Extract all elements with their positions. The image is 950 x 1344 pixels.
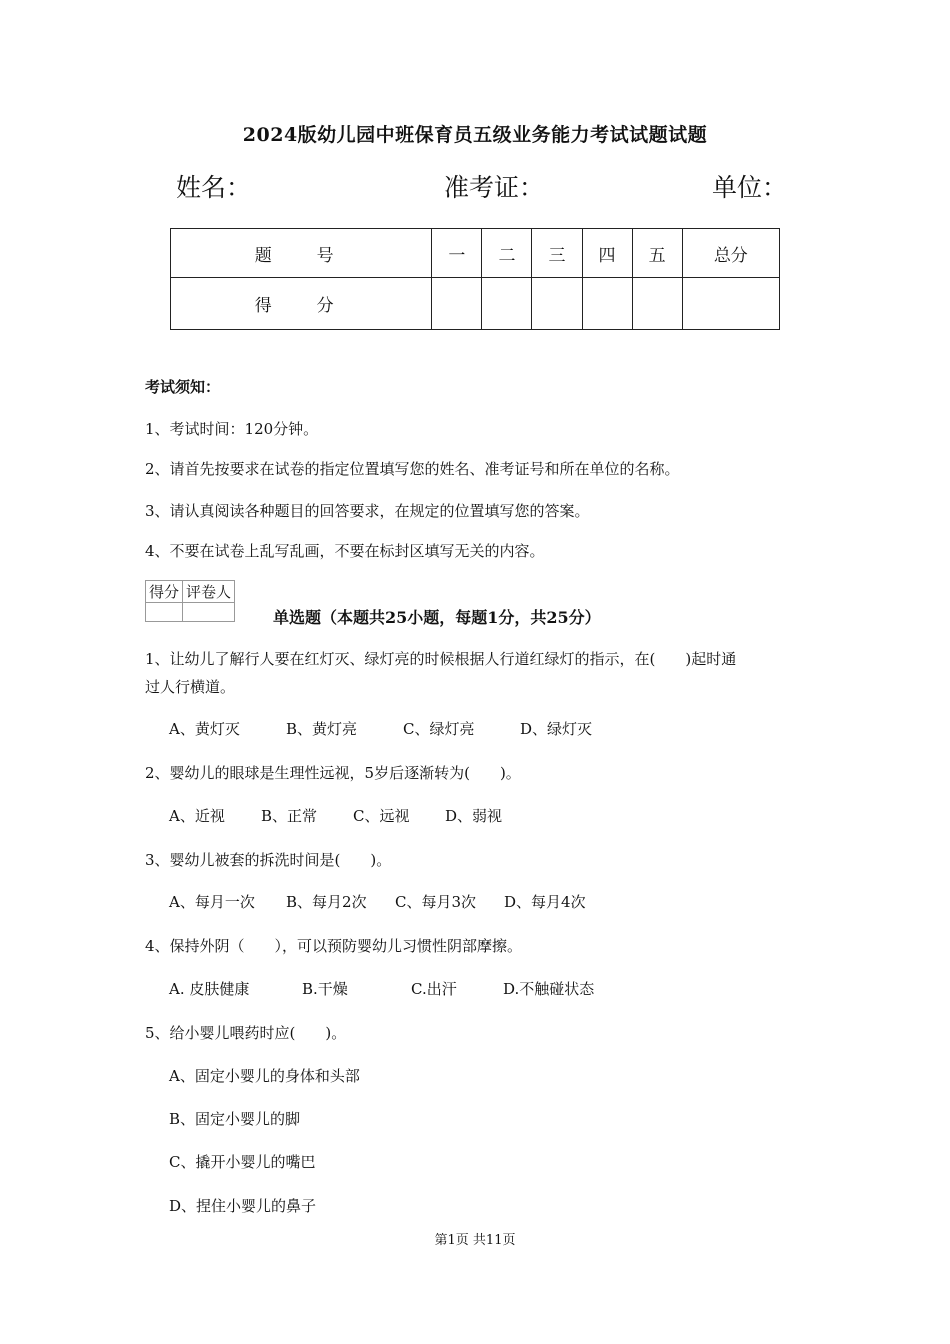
score-table-score-row: [171, 278, 780, 330]
option[interactable]: A、黄灯灭: [169, 720, 240, 738]
grader-score-cell[interactable]: [146, 603, 183, 622]
option[interactable]: C、远视: [353, 807, 410, 825]
score-row-label: 得 分: [171, 278, 432, 330]
score-table-header-cell: 题 号: [171, 229, 432, 278]
question-text: 2、婴幼儿的眼球是生理性远视，5岁后逐渐转为( )。: [145, 764, 521, 782]
score-cell[interactable]: [632, 278, 682, 330]
grader-box: [145, 580, 235, 622]
score-cell[interactable]: [532, 278, 582, 330]
option[interactable]: D、捏住小婴儿的鼻子: [169, 1197, 317, 1215]
grader-reviewer-cell[interactable]: [183, 603, 235, 622]
option[interactable]: A、近视: [169, 807, 225, 825]
option[interactable]: D、弱视: [445, 807, 503, 825]
option[interactable]: D、每月4次: [504, 893, 586, 911]
notice-title: 考试须知：: [145, 378, 221, 396]
score-cell[interactable]: [582, 278, 632, 330]
exam-number-label: 准考证：: [444, 173, 545, 202]
option[interactable]: B、正常: [261, 807, 318, 825]
score-table-header-cell: 三: [532, 229, 582, 278]
option[interactable]: D.不触碰状态: [503, 980, 595, 998]
question-text: 5、给小婴儿喂药时应( )。: [145, 1024, 347, 1042]
option[interactable]: A、每月一次: [169, 893, 255, 911]
option[interactable]: B、每月2次: [286, 893, 367, 911]
option[interactable]: C、绿灯亮: [403, 720, 475, 738]
score-cell[interactable]: [482, 278, 532, 330]
question-text: 1、让幼儿了解行人要在红灯灭、绿灯亮的时候根据人行道红绿灯的指示，在( )起时通: [145, 650, 737, 668]
score-table-header-row: [171, 229, 780, 278]
candidate-info-row: [176, 168, 786, 208]
score-table-header-cell: 总分: [682, 229, 779, 278]
section-title: 单选题（本题共25小题，每题1分，共25分）: [273, 608, 601, 627]
notice-item: 3、请认真阅读各种题目的回答要求，在规定的位置填写您的答案。: [145, 502, 590, 520]
question-text-continued: 过人行横道。: [145, 678, 236, 696]
grader-score-label: 得分: [146, 581, 183, 603]
option[interactable]: C、撬开小婴儿的嘴巴: [169, 1153, 316, 1171]
score-table-header-cell: 四: [582, 229, 632, 278]
question-text: 4、保持外阴（ ），可以预防婴幼儿习惯性阴部摩擦。: [145, 937, 523, 955]
score-cell[interactable]: [682, 278, 779, 330]
score-table: [170, 228, 780, 330]
option[interactable]: A、固定小婴儿的身体和头部: [169, 1067, 360, 1085]
score-table-header-cell: 二: [482, 229, 532, 278]
option[interactable]: D、绿灯灭: [520, 720, 593, 738]
option[interactable]: C、每月3次: [395, 893, 477, 911]
score-table-header-cell: 一: [432, 229, 482, 278]
notice-item: 1、考试时间：120分钟。: [145, 420, 319, 438]
option[interactable]: B、黄灯亮: [286, 720, 358, 738]
option[interactable]: B、固定小婴儿的脚: [169, 1110, 301, 1128]
notice-item: 4、不要在试卷上乱写乱画，不要在标封区填写无关的内容。: [145, 542, 545, 560]
unit-label: 单位：: [712, 173, 788, 202]
option[interactable]: C.出汗: [411, 980, 457, 998]
page-footer: 第1页 共11页: [434, 1233, 516, 1248]
notice-item: 2、请首先按要求在试卷的指定位置填写您的姓名、准考证号和所在单位的名称。: [145, 460, 680, 478]
grader-reviewer-label: 评卷人: [183, 581, 235, 603]
option[interactable]: B.干燥: [302, 980, 348, 998]
name-label: 姓名：: [176, 173, 252, 202]
score-table-header-cell: 五: [632, 229, 682, 278]
question-text: 3、婴幼儿被套的拆洗时间是( )。: [145, 851, 392, 869]
exam-title: 2024版幼儿园中班保育员五级业务能力考试试题试题: [242, 124, 708, 146]
score-cell[interactable]: [432, 278, 482, 330]
option[interactable]: A. 皮肤健康: [169, 980, 250, 998]
